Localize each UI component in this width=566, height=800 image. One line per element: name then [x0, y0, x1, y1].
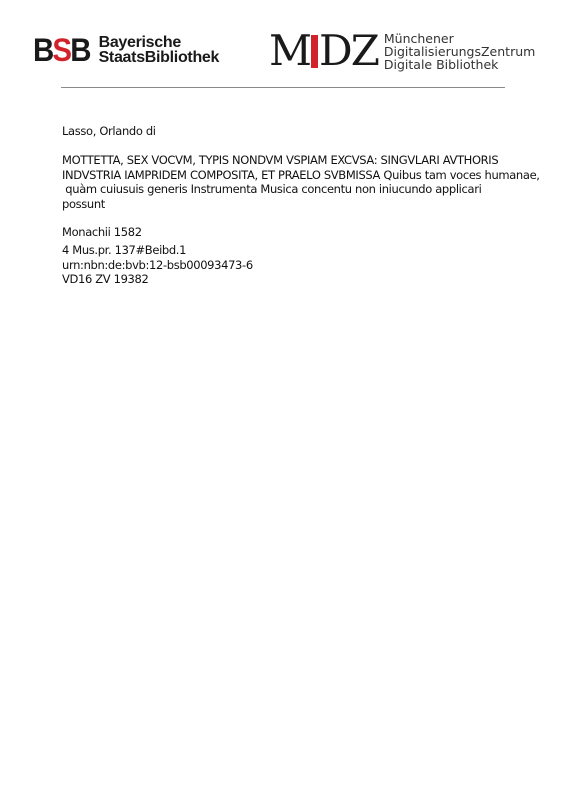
mdz-logo-line2: DigitalisierungsZentrum [383, 43, 536, 59]
mdz-red-bar-icon [311, 35, 318, 68]
bsb-mark-b1: B [33, 32, 53, 68]
title-line: quàm cuiusuis generis Instrumenta Musica concentu non iniucundo applicari [62, 182, 482, 196]
mdz-logo [269, 26, 536, 75]
mdz-logo-line3: Digitale Bibliothek [383, 56, 499, 72]
bsb-logo-line2: StaatsBibliothek [98, 49, 220, 66]
urn: urn:nbn:de:bvb:12-bsb00093473-6 [62, 257, 253, 272]
identifiers [62, 243, 253, 287]
mdz-mark-dz: DZ [319, 26, 378, 75]
bsb-logo-wordmark [99, 35, 220, 65]
bsb-logo-line1: Bayerische [98, 34, 181, 51]
shelfmark: 4 Mus.pr. 137#Beibd.1 [62, 243, 187, 257]
work-title [62, 153, 540, 211]
mdz-mark-m: M [269, 26, 311, 75]
bsb-logo-mark [33, 34, 90, 66]
author: Lasso, Orlando di [62, 124, 156, 138]
title-line: INDVSTRIA IAMPRIDEM COMPOSITA, ET PRAELO SVBMISSA Quibus tam voces humanae, [62, 167, 540, 182]
bsb-mark-b2: B [70, 32, 90, 68]
mdz-logo-mark [269, 26, 378, 75]
bsb-mark-s: S [52, 32, 71, 68]
title-line: possunt [62, 196, 105, 211]
bsb-logo [33, 32, 219, 68]
title-line: MOTTETTA, SEX VOCVM, TYPIS NONDVM VSPIAM EXCVSA: SINGVLARI AVTHORIS [62, 153, 499, 167]
mdz-logo-line1: Münchener [383, 30, 454, 46]
imprint: Monachii 1582 [62, 225, 142, 239]
mdz-logo-wordmark [384, 32, 535, 71]
header-divider [61, 87, 505, 88]
vd16-number: VD16 ZV 19382 [62, 272, 149, 286]
